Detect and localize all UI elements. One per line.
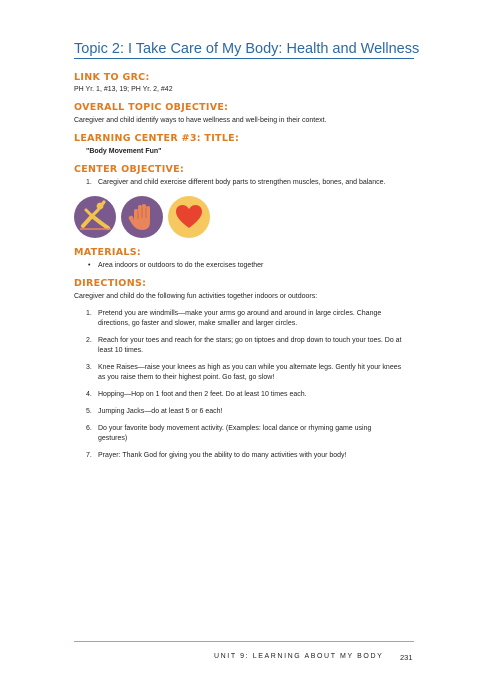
list-number: 1. xyxy=(86,179,92,186)
list-text-line: as you raise them to their highest point. Go fast, go slow! xyxy=(98,374,275,381)
list-text-line: Prayer: Thank God for giving you the ability to do many activities with your body! xyxy=(98,452,347,459)
learning-center-heading: LEARNING CENTER #3: TITLE: xyxy=(74,133,240,144)
hand-icon xyxy=(121,196,163,238)
list-number: 4. xyxy=(86,391,92,398)
overall-objective-text: Caregiver and child identify ways to have wellness and well-being in their context. xyxy=(74,117,327,124)
list-text-line: Reach for your toes and reach for the stars; go on tiptoes and drop down to touch your toes. Do at xyxy=(98,337,402,344)
list-number: 1. xyxy=(86,310,92,317)
list-text-line: Knee Raises—raise your knees as high as you can while you alternate legs. Gently hit your knees xyxy=(98,364,402,371)
bullet: • xyxy=(88,262,91,269)
overall-objective-heading: OVERALL TOPIC OBJECTIVE: xyxy=(74,102,229,113)
list-text-line: directions, go faster and slower, make smaller and larger circles. xyxy=(98,320,298,327)
list-text-line: Hopping—Hop on 1 foot and then 2 feet. Do at least 10 times each. xyxy=(98,391,307,398)
list-number: 6. xyxy=(86,425,92,432)
materials-list xyxy=(74,261,414,271)
list-item xyxy=(74,451,414,461)
link-grc-text: PH Yr. 1, #13, 19; PH Yr. 2, #42 xyxy=(74,86,173,93)
list-item xyxy=(74,363,414,383)
list-item xyxy=(74,309,414,329)
footer-unit-title: UNIT 9: LEARNING ABOUT MY BODY xyxy=(214,653,384,660)
list-text-line: least 10 times. xyxy=(98,347,144,354)
list-number: 7. xyxy=(86,452,92,459)
list-item xyxy=(74,261,414,271)
list-item xyxy=(74,178,414,188)
learning-center-title: "Body Movement Fun" xyxy=(86,148,162,155)
exercise-person-icon xyxy=(74,196,116,238)
link-grc-heading: LINK TO GRC: xyxy=(74,72,150,83)
heart-icon xyxy=(168,196,210,238)
title-underline xyxy=(74,58,414,59)
list-text-line: Jumping Jacks—do at least 5 or 6 each! xyxy=(98,408,223,415)
list-number: 5. xyxy=(86,408,92,415)
footer-rule xyxy=(74,641,414,642)
list-text: Area indoors or outdoors to do the exercises together xyxy=(98,262,264,269)
list-number: 2. xyxy=(86,337,92,344)
list-text-line: Pretend you are windmills—make your arms go around and around in large circles. Change xyxy=(98,310,382,317)
directions-intro: Caregiver and child do the following fun activities together indoors or outdoors: xyxy=(74,293,318,300)
list-item xyxy=(74,424,414,444)
list-item xyxy=(74,390,414,400)
materials-heading: MATERIALS: xyxy=(74,247,141,258)
center-objective-heading: CENTER OBJECTIVE: xyxy=(74,164,185,175)
list-text-line: Do your favorite body movement activity. (Examples: local dance or rhyming game using xyxy=(98,425,372,432)
directions-heading: DIRECTIONS: xyxy=(74,278,147,289)
center-objective-list xyxy=(74,178,414,188)
directions-list xyxy=(74,309,414,461)
list-item xyxy=(74,336,414,356)
page-number: 231 xyxy=(400,653,413,662)
page-title: Topic 2: I Take Care of My Body: Health and Wellness xyxy=(74,41,420,57)
list-text-line: gestures) xyxy=(98,435,128,442)
list-text: Caregiver and child exercise different body parts to strengthen muscles, bones, and balance. xyxy=(98,179,386,186)
list-item xyxy=(74,407,414,417)
list-number: 3. xyxy=(86,364,92,371)
activity-icons xyxy=(74,196,214,238)
